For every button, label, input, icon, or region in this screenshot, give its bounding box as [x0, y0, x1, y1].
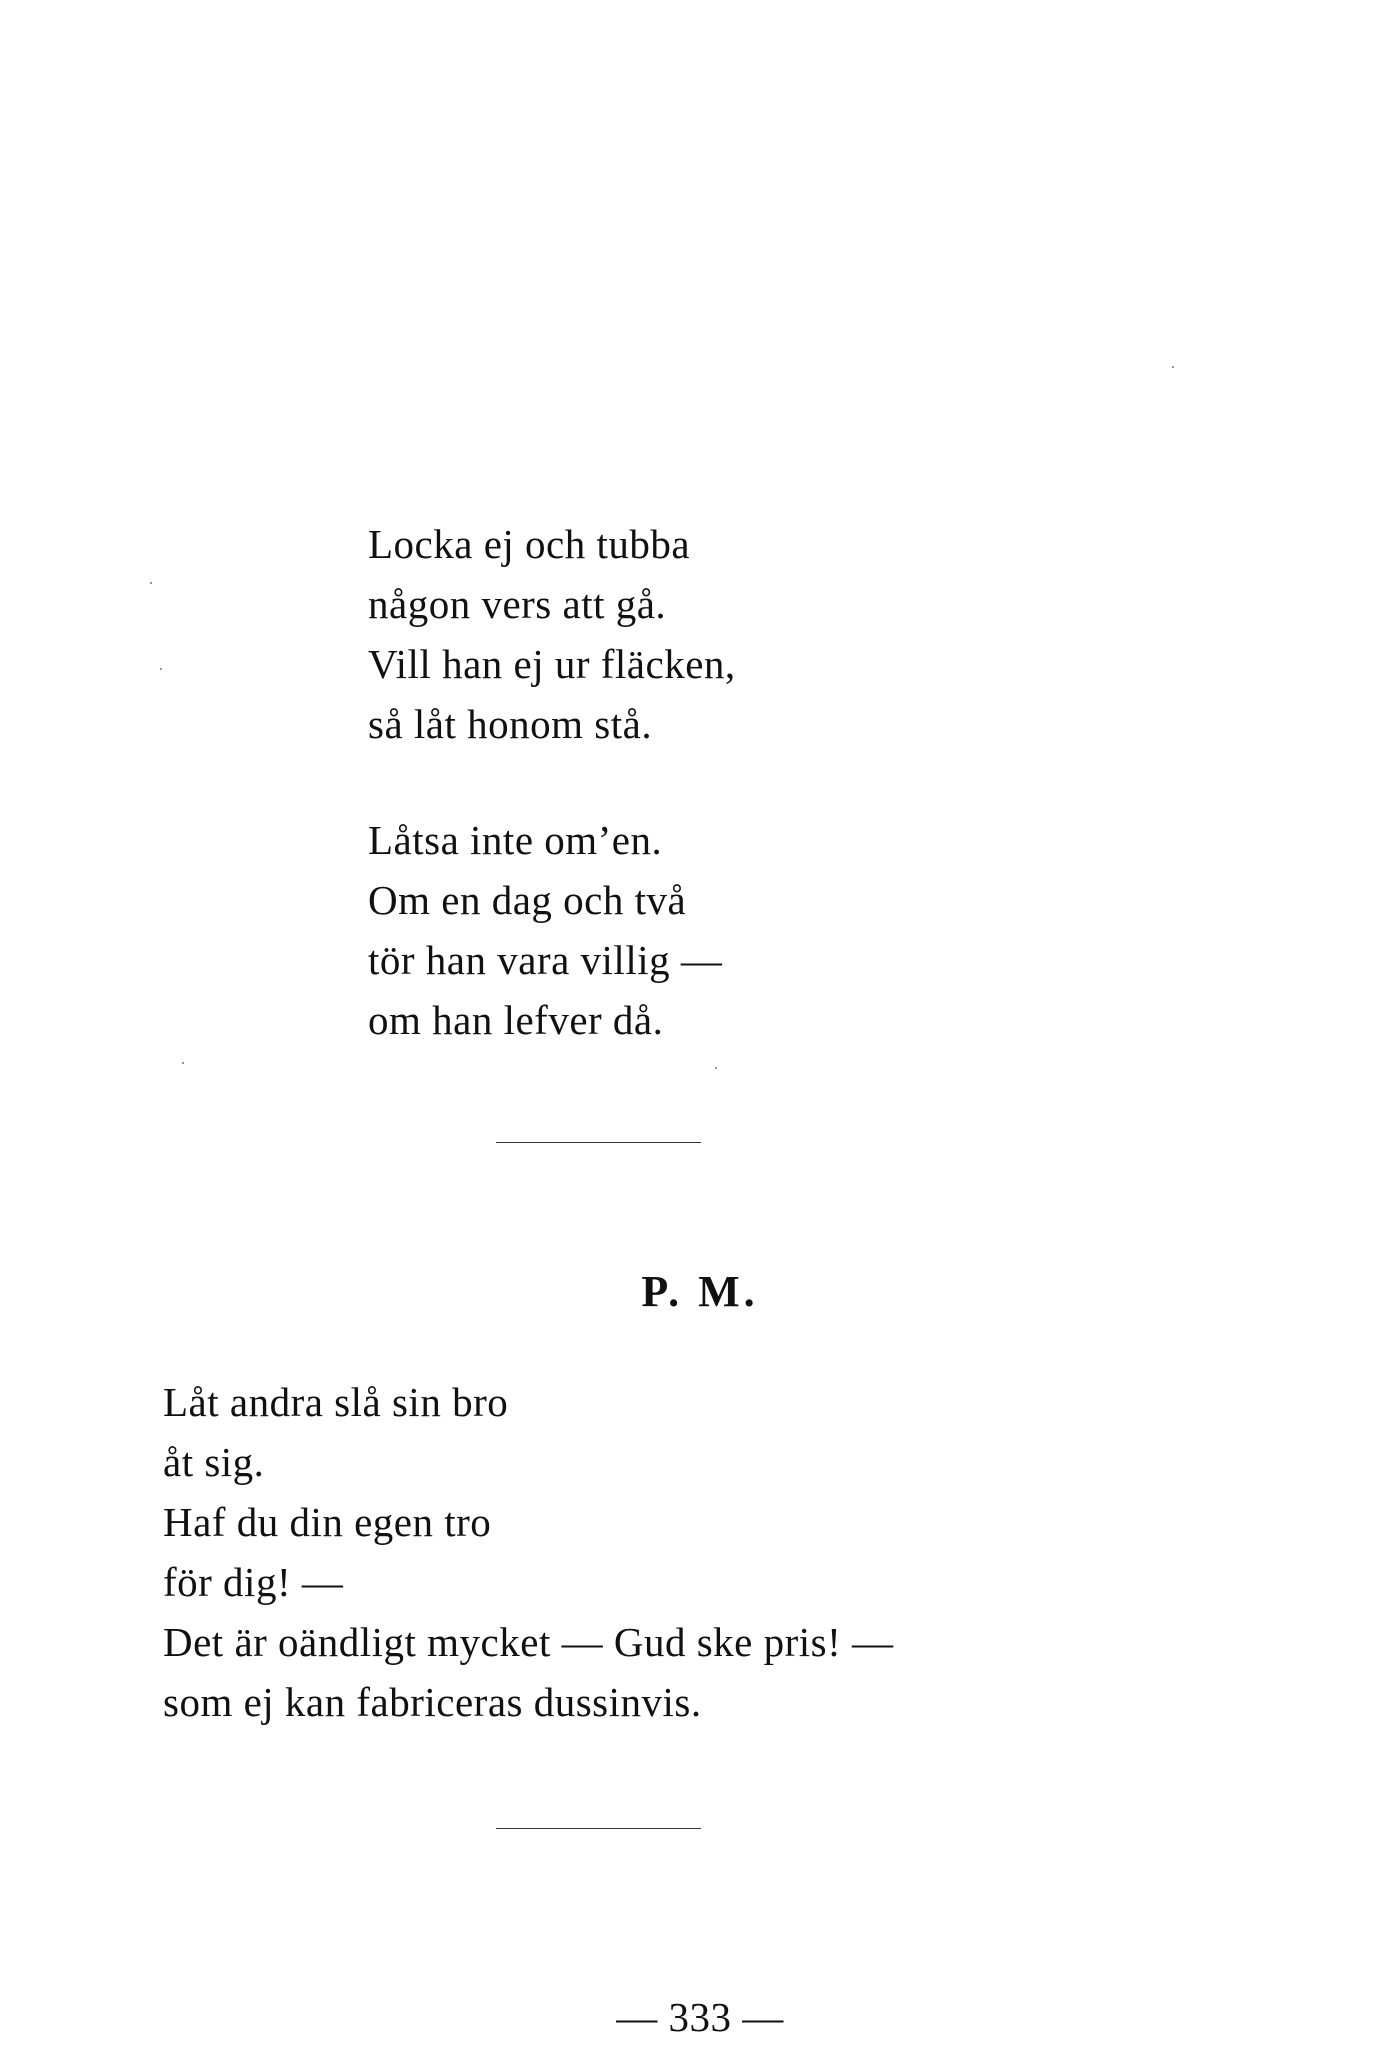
- verse-line: Locka ej och tubba: [368, 521, 691, 567]
- verse-line: om han lefver då.: [368, 997, 664, 1043]
- poem-stanza-1: [368, 514, 736, 754]
- verse-line: så låt honom stå.: [368, 701, 653, 747]
- poem-title: P. M.: [641, 1267, 759, 1316]
- scan-speck: [1172, 366, 1174, 368]
- poem-stanza-2: [368, 810, 722, 1050]
- scan-speck: [715, 1067, 717, 1069]
- verse-line: för dig! —: [163, 1559, 344, 1605]
- page-number: — 333 —: [616, 1994, 784, 2040]
- scan-speck: [182, 1062, 184, 1064]
- section-divider: [496, 1828, 701, 1829]
- verse-line: Det är oändligt mycket — Gud ske pris! —: [163, 1619, 894, 1665]
- section-divider: [496, 1142, 701, 1143]
- scan-speck: [160, 668, 162, 670]
- verse-line: Låt andra slå sin bro: [163, 1379, 509, 1425]
- verse-line: tör han vara villig —: [368, 937, 723, 983]
- verse-line: Haf du din egen tro: [163, 1499, 492, 1545]
- scan-speck: [150, 582, 152, 584]
- verse-line: åt sig.: [163, 1439, 265, 1485]
- verse-line: som ej kan fabriceras dussinvis.: [163, 1679, 702, 1725]
- verse-line: Om en dag och två: [368, 877, 687, 923]
- verse-line: Vill han ej ur fläcken,: [368, 641, 736, 687]
- verse-line: Låtsa inte om’en.: [368, 817, 663, 863]
- poem-stanza-3: [163, 1372, 894, 1732]
- verse-line: någon vers att gå.: [368, 581, 667, 627]
